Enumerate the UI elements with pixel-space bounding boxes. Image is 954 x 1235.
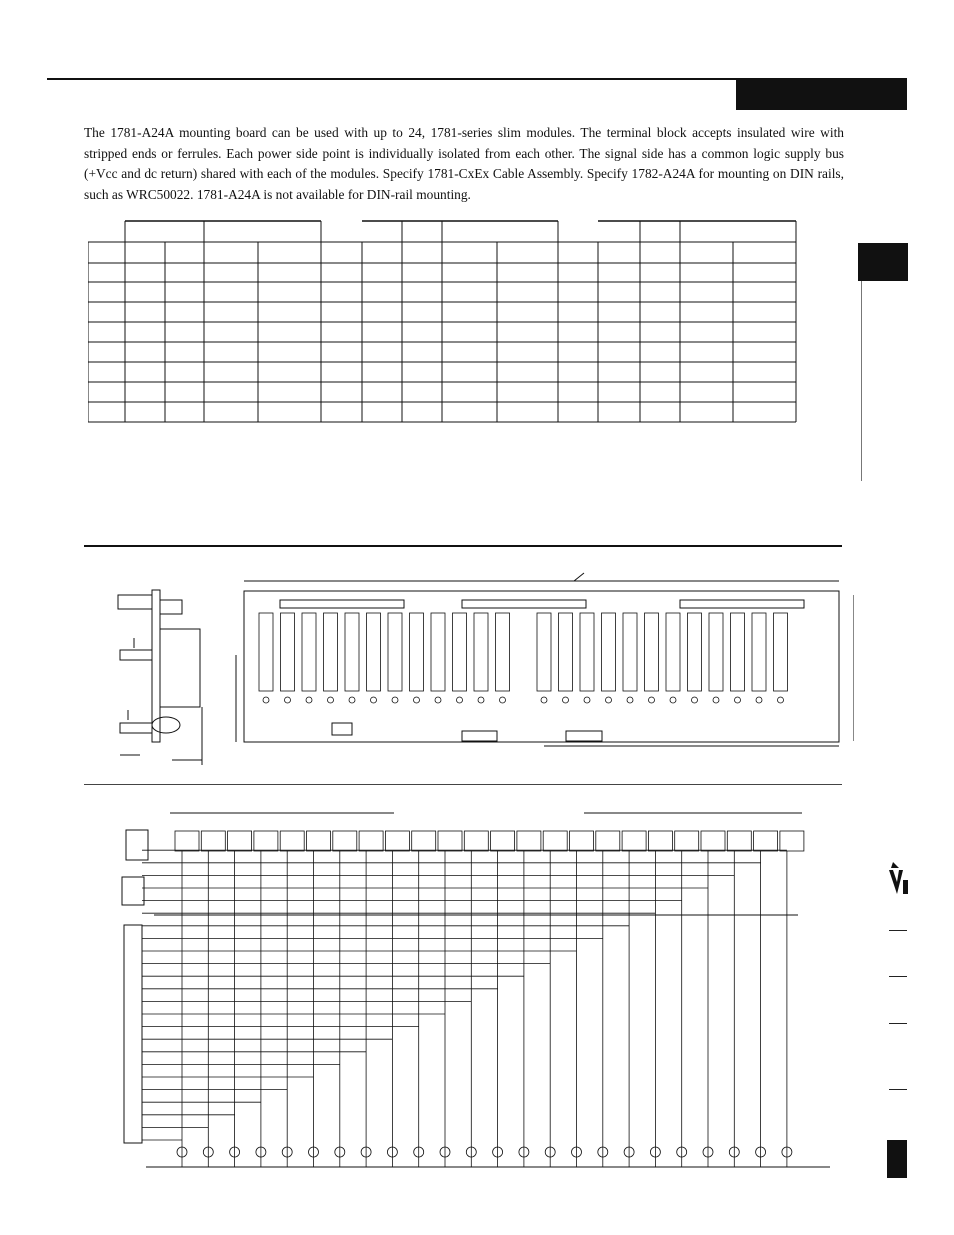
module-slot [537,613,551,691]
margin-tick [889,976,907,977]
module-slot [709,613,723,691]
terminal-screw-icon [675,831,699,851]
margin-tick [889,930,907,931]
mount-hole [414,697,420,703]
module-slot [345,613,359,691]
terminal-screw-icon [307,831,331,851]
mount-hole [349,697,355,703]
header-bar [736,80,907,110]
terminal-screw-icon [596,831,620,851]
terminal-screw-icon [701,831,725,851]
mount-hole [263,697,269,703]
side-view-cap [152,717,180,733]
mount-hole [584,697,590,703]
mount-hole [649,697,655,703]
terminal-screw-icon [201,831,225,851]
module-slot [559,613,573,691]
margin-tick [889,1023,907,1024]
mount-hole [541,697,547,703]
mount-hole [606,697,612,703]
terminal-screw-icon [570,831,594,851]
mount-hole [435,697,441,703]
module-slot [367,613,381,691]
mount-hole [371,697,377,703]
module-slot [496,613,510,691]
mount-hole [285,697,291,703]
vendor-logo-icon [885,860,911,904]
terminal-screw-icon [780,831,804,851]
mount-hole [328,697,334,703]
terminal-screw-icon [438,831,462,851]
section-tab [858,243,908,281]
terminal-screw-icon [648,831,672,851]
mount-hole [478,697,484,703]
side-view-pin-bot [120,723,152,733]
terminal-screw-icon [543,831,567,851]
terminal-screw-icon [754,831,778,851]
side-view-post [160,600,182,614]
signal-connector [124,925,142,1143]
module-slot [774,613,788,691]
module-slot [324,613,338,691]
terminal-screw-icon [385,831,409,851]
section-tab [887,1140,907,1178]
module-slot [688,613,702,691]
mount-hole [713,697,719,703]
module-slot [474,613,488,691]
mount-hole [306,697,312,703]
terminal-screw-icon [412,831,436,851]
module-slot [645,613,659,691]
module-slot [302,613,316,691]
module-slot [666,613,680,691]
module-slot [453,613,467,691]
terminal-screw-icon [228,831,252,851]
module-slot [281,613,295,691]
module-slot [752,613,766,691]
mount-hole [392,697,398,703]
terminal-screw-icon [333,831,357,851]
terminal-screw-icon [175,831,199,851]
side-view-pin-mid [120,650,152,660]
terminal-screw-icon [280,831,304,851]
terminal-screw-icon [464,831,488,851]
mount-hole [500,697,506,703]
module-slot [259,613,273,691]
module-slot [388,613,402,691]
mount-hole [778,697,784,703]
module-slot [410,613,424,691]
mount-hole [627,697,633,703]
dimension-drawing [84,555,854,775]
mount-hole [670,697,676,703]
margin-tick [889,1089,907,1090]
module-slot [431,613,445,691]
terminal-screw-icon [517,831,541,851]
module-slot [580,613,594,691]
terminal-screw-icon [622,831,646,851]
terminal-screw-icon [727,831,751,851]
mount-hole [563,697,569,703]
section-rule [84,545,842,547]
terminal-screw-icon [254,831,278,851]
wiring-schematic [84,795,844,1195]
mount-hole [692,697,698,703]
side-view-module [160,629,200,707]
mount-hole [735,697,741,703]
spec-table [88,220,798,424]
fuse-block [122,877,144,905]
side-rule [861,281,862,481]
module-slot [623,613,637,691]
intro-paragraph: The 1781-A24A mounting board can be used with up to 24, 1781-series slim modules. The terminal block accepts insulated wire with stripped ends or ferrules. Each power side point is individually isolated from each other. The signal side has a common logic supply bus (+Vcc and dc return) shared with each of the modules. Specify 1781-CxEx Cable Assembly. Specify 1782-A24A for mounting on DIN rails, such as WRC50022. 1781-A24A is not available for DIN-rail mounting. [84,125,844,202]
power-terminal [126,830,148,860]
module-slot [731,613,745,691]
board-outline [244,591,839,742]
terminal-screw-icon [359,831,383,851]
side-view-pin-top [118,595,152,609]
terminal-screw-icon [491,831,515,851]
section-rule [84,784,842,785]
mount-hole [756,697,762,703]
mount-hole [457,697,463,703]
module-slot [602,613,616,691]
